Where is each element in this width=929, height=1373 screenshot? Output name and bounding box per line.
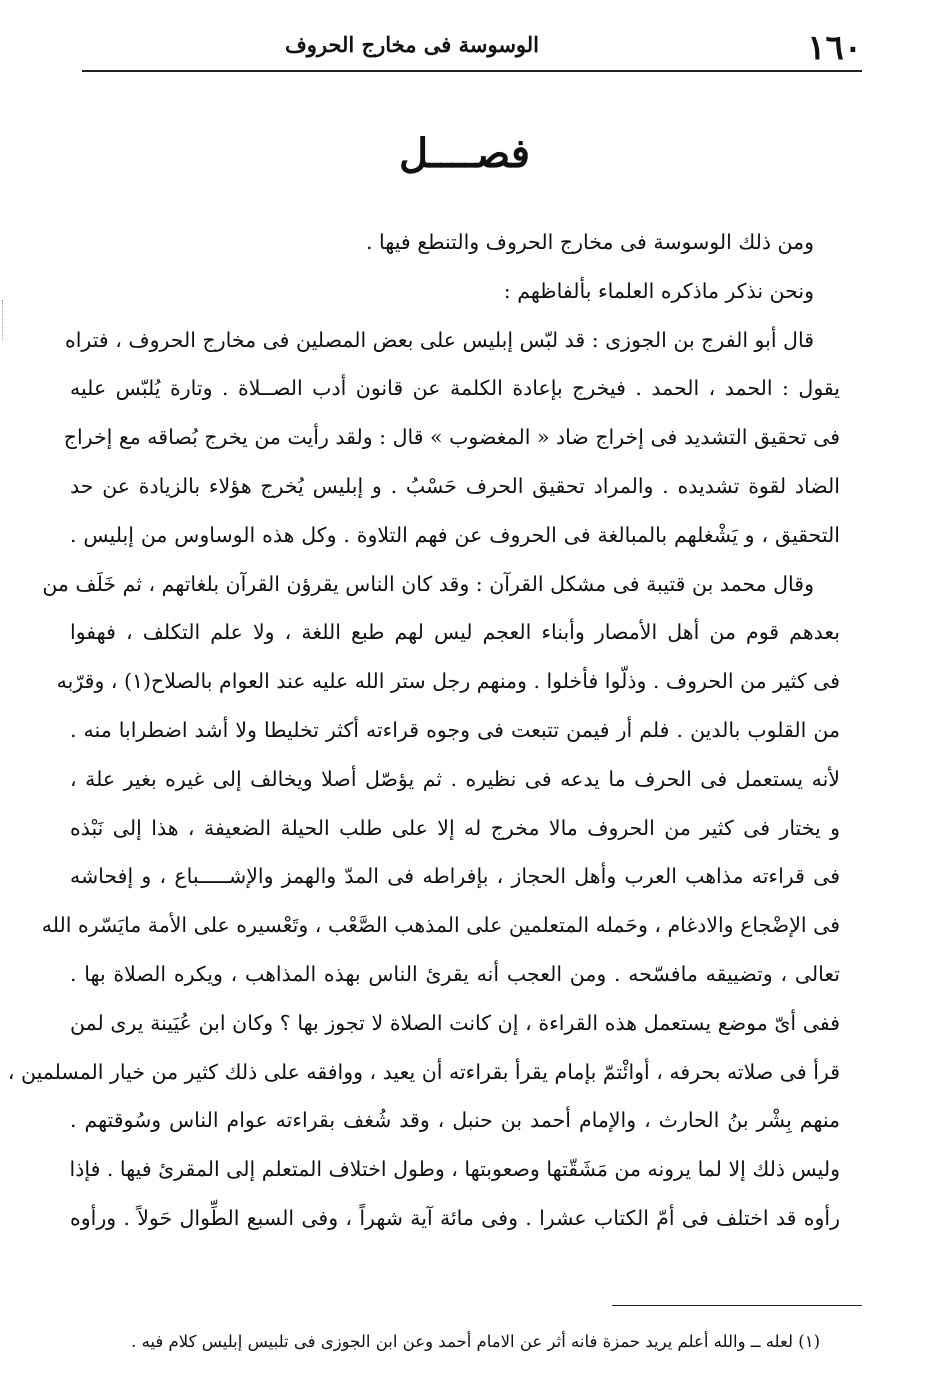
footnote-rule (612, 1305, 862, 1306)
text-line: فى الإضْجاع والادغام ، وحَمله المتعلمين على المذهب الصَّعْب ، وتَعْسيره على الأمة مايَسّره الله (41, 913, 840, 938)
text-line: لأنه يستعمل فى الحرف ما يدعه فى نظيره . ثم يؤصّل أصلا ويخالف إلى غيره بغير علة ، (70, 766, 840, 791)
body-text (7, 218, 840, 1243)
scan-edge-marks (2, 300, 9, 340)
text-line: ومن ذلك الوسوسة فى مخارج الحروف والتنطع فيها . (366, 230, 814, 254)
text-line: رأوه قد اختلف فى أمّ الكتاب عشرا . وفى مائة آية شهراً ، وفى السبع الطِّوال حَولاً . ورأوه (70, 1205, 840, 1230)
text-line: وليس ذلك إلا لما يرونه من مَشَقّتها وصعوبتها ، وطول اختلاف المتعلم إلى المقرئ فيها . فإذا (69, 1157, 840, 1182)
text-line: فى كثير من الحروف . وذلّوا فأخلوا . ومنهم رجل ستر الله عليه عند العوام بالصلاح(١) ، وقرّبه (56, 669, 840, 694)
footnote: (١) لعله ــ والله أعلم يريد حمزة فانه أثر عن الامام أحمد وعن ابن الجوزى فى تلبيس إبليس كلام فيه . (131, 1332, 820, 1351)
text-line: فى تحقيق التشديد فى إخراج ضاد « المغضوب » قال : ولقد رأيت من يخرج بُصاقه مع إخراج (63, 425, 840, 450)
text-line: وقال محمد بن قتيبة فى مشكل القرآن : وقد كان الناس يقرؤن القرآن بلغاتهم ، ثم خَلَف من (42, 571, 814, 596)
text-line: ففى أىّ موضع يستعمل هذه القراءة ، إن كانت الصلاة لا تجوز بها ؟ وكان ابن عُيَينة يرى لمن (70, 1010, 840, 1035)
text-line: التحقيق ، و يَشْغلهم بالمبالغة فى الحروف عن فهم التلاوة . وكل هذه الوساوس من إبليس . (70, 522, 840, 547)
text-line: بعدهم قوم من أهل الأمصار وأبناء العجم ليس لهم طبع اللغة ، ولا علم التكلف ، فهفوا (70, 620, 840, 645)
text-line: الضاد لقوة تشديده . والمراد تحقيق الحرف حَسْبُ . و إبليس يُخرج هؤلاء بالزيادة عن حد (70, 473, 840, 498)
text-line: منهم بِشْر بنُ الحارث ، والإمام أحمد بن حنبل ، وقد شُغف بقراءته عوام الناس وسُوقتهم . (70, 1108, 840, 1133)
section-title: فصــــل (399, 130, 530, 177)
page-header (82, 28, 862, 68)
text-line: تعالى ، وتضييقه مافسّحه . ومن العجب أنه يقرئ الناس بهذه المذاهب ، ويكره الصلاة بها . (70, 961, 840, 986)
header-rule (82, 70, 862, 72)
text-line: من القلوب بالدين . فلم أر فيمن تتبعت فى وجوه قراءته أكثر تخليطا ولا أشد اضطرابا منه . (70, 717, 840, 742)
page-number: ١٦٠ (807, 28, 862, 68)
text-line: و يختار فى كثير من الحروف مالا مخرج له إلا على طلب الحيلة الضعيفة ، هذا إلى نَبْذه (70, 815, 840, 840)
text-line: ونحن نذكر ماذكره العلماء بألفاظهم : (503, 278, 814, 303)
text-line: فى قراءته مذاهب العرب وأهل الحجاز ، بإفراطه فى المدّ والهمز والإشـــــباع ، و إفحاشه (70, 864, 840, 889)
text-line: قال أبو الفرج بن الجوزى : قد لبّس إبليس على بعض المصلين فى مخارج الحروف ، فتراه (64, 327, 814, 352)
text-line: قرأ فى صلاته بحرفه ، أوائْتمّ بإمام يقرأ بقراءته أن يعيد ، ووافقه على ذلك كثير من خيار المسلمين ، (7, 1059, 840, 1084)
running-title: الوسوسة فى مخارج الحروف (284, 32, 540, 57)
text-line: يقول : الحمد ، الحمد . فيخرج بإعادة الكلمة عن قانون أدب الصــلاة . وتارة يُلبّس عليه (70, 376, 840, 401)
